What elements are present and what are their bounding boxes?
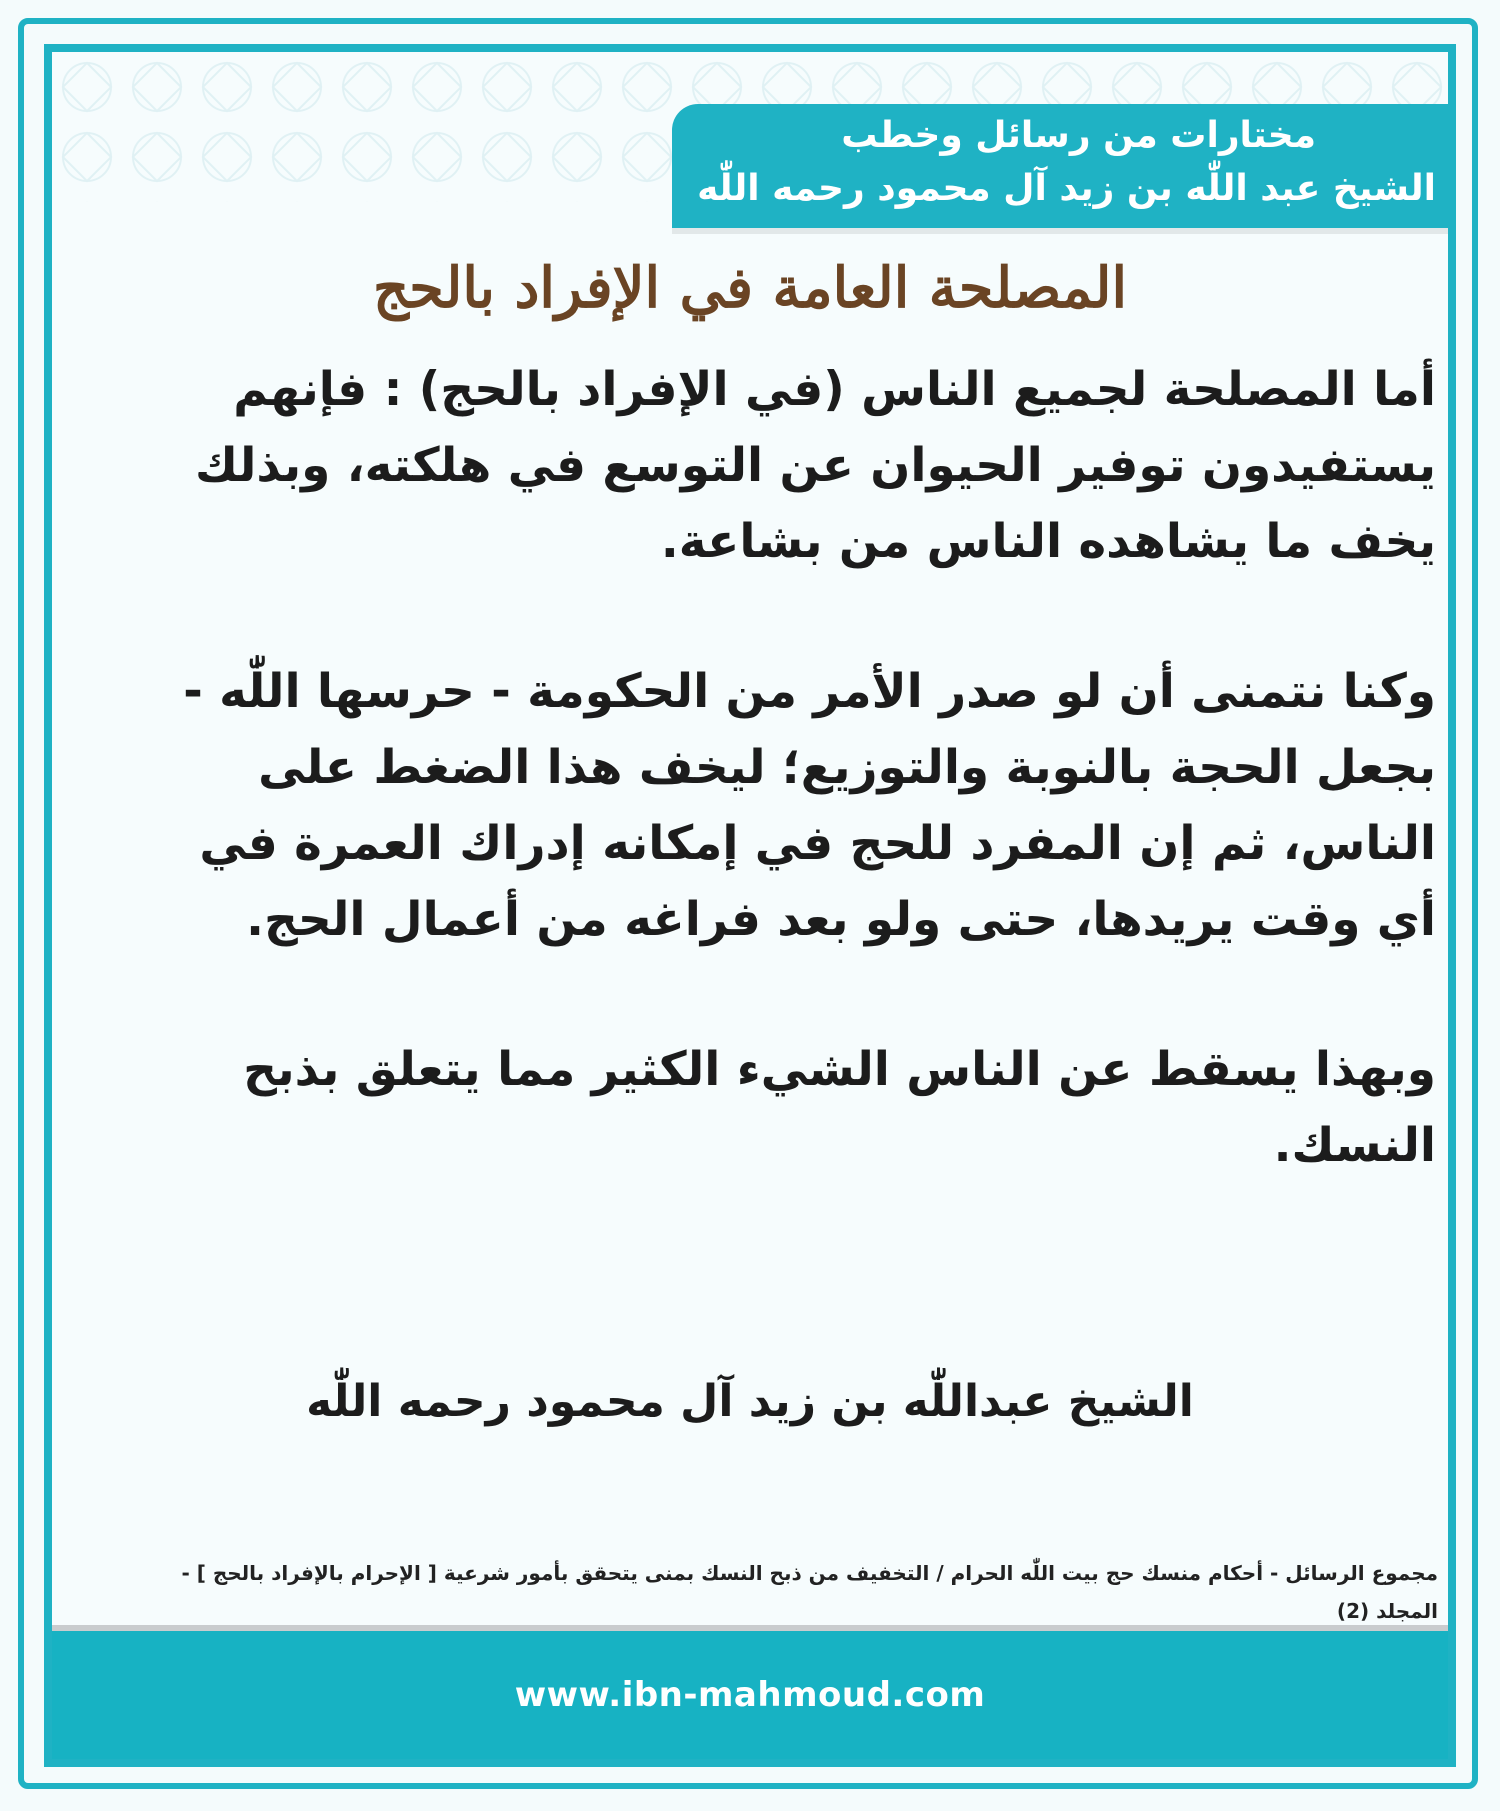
website-link[interactable]: www.ibn-mahmoud.com: [514, 1675, 986, 1715]
source-citation: مجموع الرسائل - أحكام منسك حج بيت اللّٰه الحرام / التخفيف من ذبح النسك بمنى يتحقق بأمور شرعية [ الإحرام بالإفراد بالحج ] - المجلد (2): [181, 1561, 1438, 1623]
author-signature: الشيخ عبداللّٰه بن زيد آل محمود رحمه اللّٰه: [306, 1376, 1194, 1427]
paragraph: أما المصلحة لجميع الناس (في الإفراد بالحج) : فإنهم يستفيدون توفير الحيوان عن التوسع في هلكته، وبذلك يخف ما يشاهده الناس من بشاعة.: [194, 362, 1436, 569]
content-card: [44, 44, 1456, 1767]
header-banner: [672, 104, 1448, 228]
header-series-title: مختارات من رسائل وخطب: [841, 115, 1316, 156]
footer-bar: [52, 1625, 1448, 1759]
page-title: المصلحة العامة في الإفراد بالحج: [372, 255, 1128, 321]
article-body: [182, 352, 1436, 1258]
paragraph: وبهذا يسقط عن الناس الشيء الكثير مما يتعلق بذبح النسك.: [243, 1042, 1436, 1173]
paragraph: وكنا نتمنى أن لو صدر الأمر من الحكومة - حرسها اللّٰه - بجعل الحجة بالنوبة والتوزيع؛ ليخف هذا الضغط على الناس، ثم إن المفرد للحج في إمكانه إدراك العمرة في أي وقت يريدها، حتى ولو بعد فراغه من أعمال الحج.: [183, 664, 1436, 947]
header-author: الشيخ عبد اللّٰه بن زيد آل محمود رحمه اللّٰه: [697, 168, 1436, 209]
